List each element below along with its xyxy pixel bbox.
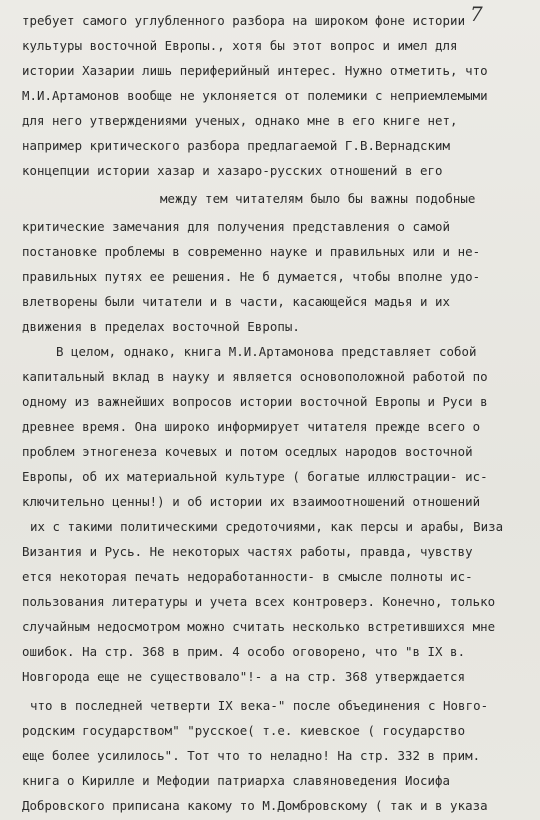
text-line: капитальный вклад в науку и является основоположной работой по — [22, 369, 488, 384]
text-line: пользования литературы и учета всех контроверз. Конечно, только — [22, 594, 496, 609]
text-line: концепции истории хазар и хазаро-русских отношений в его — [22, 163, 443, 178]
text-line: ключительно ценны!) и об истории их взаимоотношений отношений — [22, 494, 481, 509]
text-line: ется некоторая печать недоработанности- в смысле полноты ис- — [22, 569, 473, 584]
text-line: случайным недосмотром можно считать несколько встретившихся мне — [22, 619, 496, 634]
text-line: между тем читателям было бы важны подобные — [160, 191, 476, 206]
text-line: культуры восточной Европы., хотя бы этот вопрос и имел для — [22, 38, 458, 53]
text-line: Византия и Русь. Не некоторых частях работы, правда, чувству — [22, 544, 473, 559]
text-line: правильных путях ее решения. Не б думается, чтобы вполне удо- — [22, 269, 481, 284]
text-line: что в последней четверти IX века-" после объединения с Новго- — [30, 698, 489, 713]
text-line: постановке проблемы в современно науке и правильных или и не- — [22, 244, 481, 259]
text-line: влетворены были читатели и в части, касающейся мадья и их — [22, 294, 451, 309]
text-line: истории Хазарии лишь периферийный интерес. Нужно отметить, что — [22, 63, 488, 78]
text-line: движения в пределах восточной Европы. — [22, 319, 300, 334]
text-line: еще более усилилось". Тот что то неладно! На стр. 332 в прим. — [22, 748, 481, 763]
text-line: их с такими политическими средоточиями, как персы и арабы, Виза — [30, 519, 504, 534]
page-number: 7 — [470, 2, 483, 26]
text-line: проблем этногенеза кочевых и потом оседлых народов восточной — [22, 444, 473, 459]
text-line: В целом, однако, книга М.И.Артамонова представляет собой — [56, 344, 477, 359]
text-line: для него утверждениями ученых, однако мне в его книге нет, — [22, 113, 458, 128]
text-line: Добровского приписана какому то М.Домбровскому ( так и в указа — [22, 798, 488, 813]
text-line: древнее время. Она широко информирует читателя прежде всего о — [22, 419, 481, 434]
text-line: М.И.Артамонов вообще не уклоняется от полемики с неприемлемыми — [22, 88, 488, 103]
text-line: родским государством" "русское( т.е. киевское ( государство — [22, 723, 466, 738]
text-line: Новгорода еще не существовало"!- а на стр. 368 утверждается — [22, 669, 466, 684]
text-line: ошибок. На стр. 368 в прим. 4 особо оговорено, что "в IX в. — [22, 644, 466, 659]
text-line: книга о Кирилле и Мефодии патриарха славяноведения Иосифа — [22, 773, 451, 788]
text-line: Европы, об их материальной культуре ( богатые иллюстрации- ис- — [22, 469, 488, 484]
text-line: критические замечания для получения представления о самой — [22, 219, 451, 234]
text-line: одному из важнейших вопросов истории восточной Европы и Руси в — [22, 394, 488, 409]
text-line: например критического разбора предлагаемой Г.В.Вернадским — [22, 138, 451, 153]
text-line: требует самого углубленного разбора на широком фоне истории — [22, 13, 466, 28]
